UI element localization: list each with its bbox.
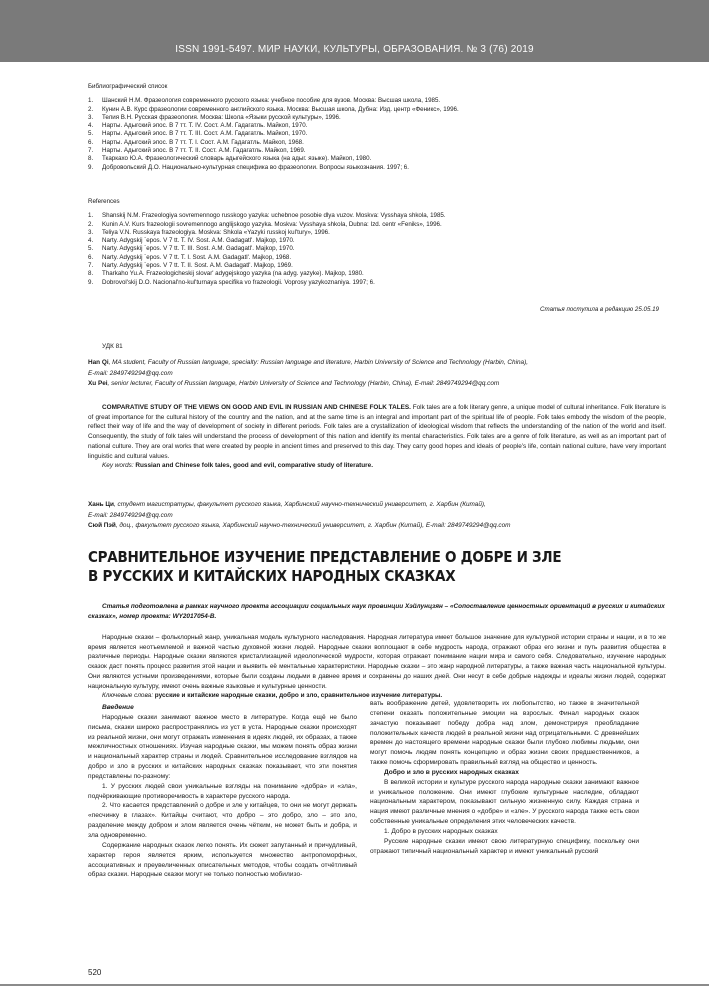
paragraph: В великой истории и культуре русского народа народные сказки занимают важное и уникальное положение. Они имеют глубокие культурные наследие, обладают национальным характером, показывают сильную жизненную силу. Каждая страна и нация имеют различные мнения о «добре» и «зле». У русского народа также есть свои собственные уникальные определения этих человеческих качеств. [370,778,639,826]
author-desc: , MA student, Faculty of Russian language, specialty: Russian language and literature, Harbin University of Science and Technology (Harbin, China), [108,359,529,366]
reference-item [88,212,673,220]
paragraph: 2. Что касается представлений о добре и зле у китайцев, то они не могут держать «песчинку в глазах». Китайцы считают, что добро – это добро, зло – это зло, разделение между добром и злом является очень чётким, не может быть и добра, и зла одновременно. [88,802,357,839]
author-name: Сюй Пэй [88,522,116,529]
footer-rule [0,984,709,986]
reference-number: 9. [88,278,94,286]
bibliography-number: 1. [88,97,94,105]
abstract-en-body [88,403,666,461]
reference-text: Narty. Adygskij `epos. V 7 tt. T. I. Sost. A.M. Gadagatl'. Majkop, 1968. [102,253,292,261]
received-date: Статья поступила в редакцию 25.05.19 [540,306,659,313]
bibliography-list [88,83,673,172]
bibliography-item [88,97,673,105]
reference-item [88,229,673,237]
paragraph: 1. У русских людей свои уникальные взгляды на понимание «добра» и «зла», подчёркивающие противоречивость в характере русского народа. [88,782,357,800]
author-email: E-mail: 2849749294@qq.com [88,511,173,519]
article-title-ru [88,548,610,586]
abstract-ru-text: Народные сказки – фольклорный жанр, уникальная модель культурного наследования. Народная литература имеет большое значение для культурной истории страны и нации, и в то же время является неотъемлемой и важной частью духовной жизни людей. Народные сказки воплощают в себе мудрость народа, отражают образ его жизни и путь развития общества в различные периоды. Народные сказки являются кристаллизацией идеологической мудрости, которая отражает понимание нации мира и самого себя. Следовательно, изучение народных сказок даст понять процесс развития этой нации и выявить её ментальные характеристики. Народные сказки – это жанр народной литературы, а также важная часть национальной культуры. Они являются устными произведениями, которые были созданы людьми в давнее время и сохранены до наших дней. Они несут в себе добрые надежды и идеалы жизни людей, содержат национальную культуру, имеют очень важные языковые и культурные ценности. [88,634,666,690]
bibliography-text: Кунин А.В. Курс фразеологии современного английского языка. Москва: Высшая школа, Дубна: Изд. центр «Феникс», 1996. [102,105,459,113]
reference-item [88,245,673,253]
reference-item [88,262,673,270]
bibliography-text: Нарты. Адыгский эпос. В 7 тт. Т. I. Сост. А.М. Гадагатль. Майкоп, 1968. [102,138,304,146]
authors-en [88,358,664,390]
author-ru-1 [88,500,664,511]
author-en-1 [88,358,664,369]
author-desc: , студент магистратуры, факультет русского языка, Харбинский научно-технический университет, г. Харбин (Китай), [113,501,486,508]
reference-number: 6. [88,253,94,261]
abstract-ru [88,633,666,701]
subsection-heading: 1. Добро в русских народных сказках [384,827,498,835]
paragraph: вать воображение детей, удовлетворить их любопытство, но также в значительной степени оказать положительные эмоции на взрослых. Финал народных сказок зачастую показывает победу добра над злом, демонстрируя преобладание положительных качеств людей в реальной жизни над отрицательными. С древнейших времен до настоящего времени народные сказки были глубоко любимы людьми, они могут помочь людям понять концепцию и образ жизни своих предшественников, а также помочь сформировать правильный взгляд на общество и ценность. [370,700,639,767]
reference-item [88,237,673,245]
reference-number: 8. [88,270,94,278]
bibliography-item [88,164,673,172]
reference-text: Narty. Adygskij `epos. V 7 tt. T. II. Sost. A.M. Gadagatl'. Majkop, 1969. [102,262,293,270]
keywords-en [88,461,666,471]
keywords-ru-label: Ключевые слова: [102,692,153,700]
journal-header [0,0,709,62]
bibliography-number: 5. [88,130,94,138]
bibliography-item [88,155,673,163]
author-desc: , доц., факультет русского языка, Харбинский научно-технический университет, г. Харбин (Китай), E-mail: 2849749294@qq.com [115,522,511,529]
abstract-en-title: COMPARATIVE STUDY OF THE VIEWS ON GOOD AND EVIL IN RUSSIAN AND CHINESE FOLK TALES. [102,404,411,411]
title-line-2: В РУССКИХ И КИТАЙСКИХ НАРОДНЫХ СКАЗКАХ [88,567,456,585]
reference-text: Narty. Adygskij `epos. V 7 tt. T. III. Sost. A.M. Gadagatl'. Majkop, 1970. [102,245,295,253]
reference-item [88,270,673,278]
bibliography-text: Шанский Н.М. Фразеология современного русского языка: учебное пособие для вузов. Москва: Высшая школа, 1985. [102,97,441,105]
reference-number: 1. [88,212,94,220]
journal-title: ISSN 1991-5497. МИР НАУКИ, КУЛЬТУРЫ, ОБРАЗОВАНИЯ. № 3 (76) 2019 [175,44,534,55]
paragraph: Народные сказки занимают важное место в литературе. Когда ещё не было письма, сказки широко распространялись из уст в уста. Народные сказки происходят из реальной жизни, они могут отражать изменения в идеях людей, их образах, а также межличностных отношениях. Изучая народные сказки, мы можем понять образ жизни и национальный характер страны и людей. Сравнительное исследование взглядов на добро и зло в русских и китайских народных сказках показывает, что эти понятия представлены по-разному: [88,713,357,780]
bibliography-text: Нарты. Адыгский эпос. В 7 тт. Т. III. Сост. А.М. Гадагатль. Майкоп, 1970. [102,130,308,138]
references-list [88,198,673,287]
bibliography-number: 8. [88,155,94,163]
reference-number: 4. [88,237,94,245]
bibliography-item [88,106,673,114]
bibliography-number: 3. [88,113,94,121]
author-name: Xu Pei [88,380,108,387]
author-desc: , senior lecturer, Faculty of Russian language, Harbin University of Science and Technology (Harbin, China), E-mail: 2849749294@qq.com [107,380,500,387]
bibliography-text: Нарты. Адыгский эпос. В 7 тт. Т. II. Сост. А.М. Гадагатль. Майкоп, 1969. [102,147,306,155]
reference-number: 5. [88,245,94,253]
reference-text: Dobrovol'skij D.O. Nacional'no-kul'turnaya specifika vo frazeologii. Voprosy yazykoznaniya. 1997; 6. [102,278,375,286]
reference-number: 7. [88,262,94,270]
bibliography-number: 9. [88,163,94,171]
paragraph: Русские народные сказки имеют свою литературную специфику, поскольку они отражают типичный национальный характер и имеют уникальный русский [370,837,639,855]
reference-text: Shanskij N.M. Frazeologiya sovremennogo russkogo yazyka: uchebnoe posobie dlya vuzov. Moskva: Vysshaya shkola, 1985. [102,212,446,220]
section-heading-intro: Введение [102,704,134,711]
keywords-en-label: Key words: [102,462,134,470]
bibliography-heading: Библиографический список [88,83,168,90]
udk-code: УДК 81 [102,343,123,350]
bibliography-number: 4. [88,122,94,130]
bibliography-number: 7. [88,147,94,155]
bibliography-item [88,130,673,138]
bibliography-number: 2. [88,105,94,113]
author-name: Han Qi [88,359,109,366]
keywords-ru-text: русские и китайские народные сказки, добро и зло, сравнительное изучение литературы. [153,692,443,700]
reference-text: Tharkaho Yu.A. Frazeologicheskij slovar' adygejskogo yazyka (na adyg. yazyke). Majkop, 1980. [102,270,364,278]
bibliography-text: Телия В.Н. Русская фразеология. Москва: Школа «Языки русской культуры», 1996. [102,113,341,121]
reference-number: 3. [88,228,94,236]
keywords-en-text: Russian and Chinese folk tales, good and evil, comparative study of literature. [133,462,373,470]
abstract-en-text: Folk tales are a folk literary genre, a unique model of cultural inheritance. Folk literature is of great importance for the cultural history of the country and the nation, and at the same time is an integral and important part of the spiritual life of people. Folk tales embody the wisdom of the people, reflect their way of life and the way of development of society in different periods. Folk tales are a crystallization of ideological wisdom that reflects the understanding of the nation of the world and itself. Consequently, the study of folk tales will understand the process of development of this nation and identify its mental characteristics. Folk tales are a genre of folk literature, as well as an important part of national culture. They are oral works that were created by people in ancient times and preserved to this day. They carry good hopes and ideals of people’s life, contain national culture, have very important linguistic and cultural values. [88,404,666,460]
reference-text: Teliya V.N. Russkaya frazeologiya. Moskva: Shkola «Yazyki russkoj kul'tury», 1996. [102,228,330,236]
references-heading: References [88,198,120,205]
author-email: E-mail: 2849749294@qq.com [88,369,173,377]
abstract-en [88,403,666,471]
page-number: 520 [88,968,102,977]
bibliography-text: Ткаркахо Ю.А. Фразеологический словарь адыгейского языка (на адыг. языке). Майкоп, 1980. [102,155,372,163]
author-en-2 [88,379,664,390]
bibliography-text: Добровольский Д.О. Национально-культурная специфика во фразеологии. Вопросы языкознания. 1997; 6. [102,163,409,171]
reference-number: 2. [88,220,94,228]
project-note: Статья подготовлена в рамках научного проекта ассоциации социальных наук провинции Хэйлунцзян – «Сопоставление ценностных ориентаций в русских и китайских сказках», номер проекта: WY2017054-B. [88,603,665,620]
bibliography-number: 6. [88,138,94,146]
reference-text: Narty. Adygskij `epos. V 7 tt. T. IV. Sost. A.M. Gadagatl'. Majkop, 1970. [102,237,295,245]
section-heading-good-evil: Добро и зло в русских народных сказках [384,768,519,776]
paragraph: Содержание народных сказок легко понять. Их сюжет запутанный и причудливый, характер героя является ярким, используется множество антропоморфных, ассоциативных и преувеличенных описательных методов, чтобы создать отчётливый образ сказки. Народные сказки могут не только полностью мобилизо- [88,841,357,879]
bibliography-text: Нарты. Адыгский эпос. В 7 тт. Т. IV. Сост. А.М. Гадагатль. Майкоп, 1970. [102,122,308,130]
title-line-1: СРАВНИТЕЛЬНОЕ ИЗУЧЕНИЕ ПРЕДСТАВЛЕНИЕ О ДОБРЕ И ЗЛЕ [88,548,562,566]
author-ru-2 [88,521,664,532]
bibliography-item [88,139,673,147]
column-right [370,699,639,857]
column-left [88,703,357,880]
authors-ru [88,500,664,532]
reference-item [88,279,673,287]
bibliography-item [88,114,673,122]
author-name: Хань Ци [88,501,114,508]
bibliography-item [88,147,673,155]
reference-item [88,221,673,229]
reference-item [88,254,673,262]
bibliography-item [88,122,673,130]
reference-text: Kunin A.V. Kurs frazeologii sovremennogo anglijskogo yazyka. Moskva: Vysshaya shkola, Dubna: Izd. centr «Feniks», 1996. [102,220,442,228]
